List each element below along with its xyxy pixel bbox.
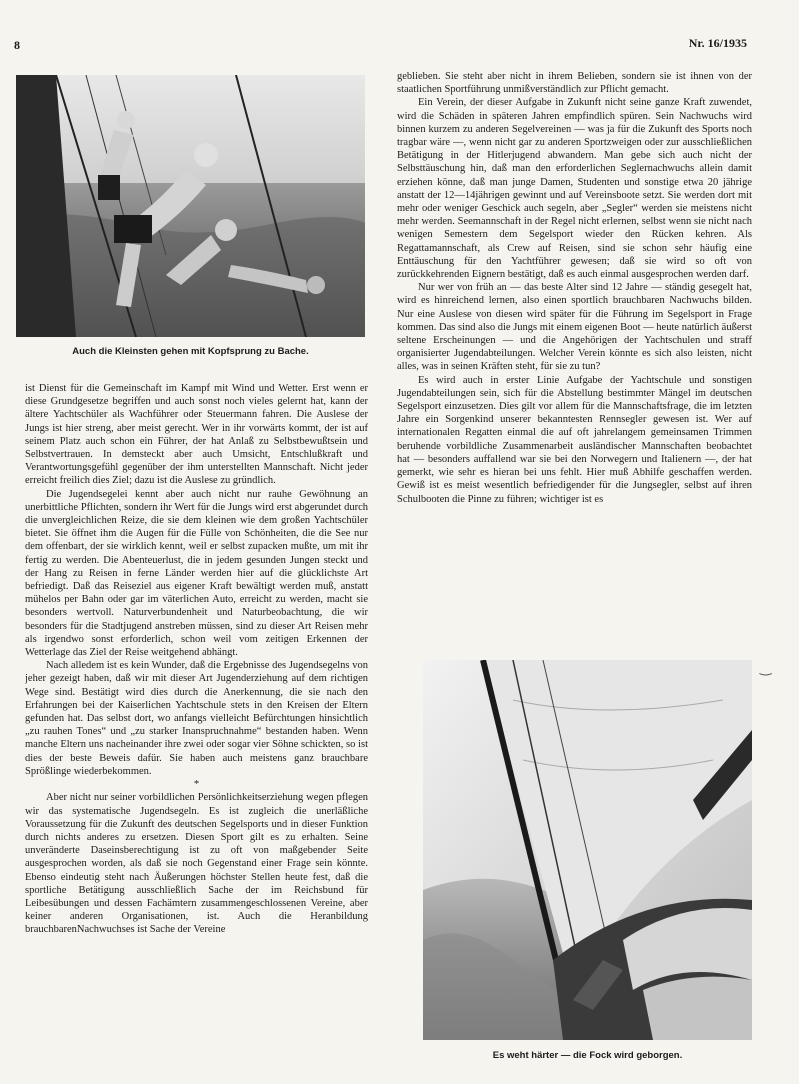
- paragraph: Nach alledem ist es kein Wunder, daß die Ergebnisse des Jugendsegelns von jeher gezeigt haben, daß wir mit dieser Art Jugenderziehung auf dem richtigen Wege sind. Bestätigt wird dies durch die Anerkennung, die sie nach den Erfahrungen bei der Kaiserlichen Yachtschule stets in den Kreisen der Eltern gefunden hat. Das selbst dort, wo anfangs vielleicht Befürchtungen hinsichtlich „zu rauhen Tones“ und „zu starker Inanspruchnahme“ bestanden haben. Wenn manche Eltern uns nacheinander ihre zwei oder sogar vier Söhne schickten, so ist dies der beste Beweis dafür. Sie haben auch meistens ganz brauchbare Sprößlinge wiederbekommen.: [25, 660, 368, 777]
- margin-mark: ‿: [760, 661, 772, 676]
- paragraph: geblieben. Sie steht aber nicht in ihrem Belieben, sondern sie ist ihnen von der staatlichen Sportführung unmißverständlich zur Pflicht gemacht.: [397, 71, 752, 96]
- section-separator: *: [193, 779, 200, 791]
- paragraph: ist Dienst für die Gemeinschaft im Kampf mit Wind und Wetter. Erst wenn er diese Grundgesetze begriffen und auch sonst noch vieles gelernt hat, kann der ältere Yachtschüler als Wachführer oder Steuermann fahren. Die Auslese der Jungs ist hier streng, aber meist gerecht. Wer in ihr vorwärts kommt, der ist auf seinem Platz auch schon ein Führer, der hat Anlaß zu Selbstbewußtsein und Selbstvertrauen. In demsteckt aber auch Umsicht, Entschlußkraft und Verantwortungsgefühl gegenüber der ihm unterstellten Mannschaft. Nicht jeder erreicht freilich dies Ziel; dazu ist die Auslese zu gründlich.: [25, 383, 368, 487]
- left-column: [25, 382, 368, 1082]
- paragraph: Es wird auch in erster Linie Aufgabe der Yachtschule und sonstigen Jugendabteilungen sein, sich für die Abstellung bestimmter Mängel im deutschen Segelsport einzusetzen. Dies gilt vor allem für die Mannschaftsfrage, die im letzten Jahre ein Sorgenkind unserer bekanntesten Rennsegler gewesen ist. Wer auf internationalen Regatten einmal die auf oft jahrelangem gemeinsamen Trimmen beruhende vorbildliche Zusammenarbeit ausländischer Mannschaften beobachtet hat — besonders auffallend war sie bei den Norwegern und Italienern —, der hat gemerkt, wie sehr es hieran bei uns fehlt. Hier muß Abhilfe geschaffen werden. Gewiß ist es meist wesentlich befriedigender für die Jungsegler, selbst auf ihren Schulbooten die Pinne zu führen; wichtiger ist es: [397, 374, 752, 505]
- photo-caption: Auch die Kleinsten gehen mit Kopfsprung zu Bache.: [72, 346, 309, 357]
- issue-number: Nr. 16/1935: [688, 36, 747, 50]
- right-column: [397, 70, 752, 655]
- paragraph: Nur wer von früh an — das beste Alter sind 12 Jahre — ständig gesegelt hat, wird es hinreichend lernen, also einen sportlich brauchbaren Nachwuchs bilden. Nur eine Auslese von diesen wird später für die Führung im Segelsport in Frage kommen. Das sind also die Jungs mit einem eigenen Boot — heute natürlich äußerst seltene Erscheinungen — und die Angehörigen der Yachtschulen und straff organisierter Jugendabteilungen. Welcher Verein könnte es sich also leisten, nicht alles, was in seinen Kräften steht, für sie zu tun?: [397, 282, 752, 373]
- photo-boys-diving: [16, 75, 365, 337]
- photo-boys-diving-image: [16, 75, 365, 337]
- page-number: 8: [14, 38, 20, 52]
- paragraph: Die Jugendsegelei kennt aber auch nicht nur rauhe Gewöhnung an unerbittliche Pflichten, sondern ihr Wert für die Jungs wird erst abgerundet durch die unvergleichlichen Reize, die sie dem kleinen wie dem großen Yachtschüler bietet. Sie öffnet ihm die Augen für die Fülle von Schönheiten, die die See nur dem offenbart, der sie wirklich kennt, weil er selbst zupacken mußte, um mit ihr fertig zu werden. Die Abenteuerlust, die in jedem gesunden Jungen steckt und der Hang zu Reisen in ferne Länder werden hier auf die glücklichste Art befriedigt. Daß das Reiseziel aus eigener Kraft bewältigt werden muß, anstatt mühelos per Bahn oder gar im väterlichen Auto, erreicht zu werden, macht sie besonders wertvoll. Naturverbundenheit und Naturbeobachtung, die wir besonders für die Stadtjugend anstreben müssen, sind zu dieser Art Reisen mehr als irgendwo sonst erforderlich, schon weil vom zeitigen Erkennen der Wetterlage das Ziel der Reise weitgehend abhängt.: [25, 488, 368, 659]
- paragraph: Ein Verein, der dieser Aufgabe in Zukunft nicht seine ganze Kraft zuwendet, wird die Schäden in späteren Jahren empfindlich spüren. Sein Nachwuchs wird binnen kurzem zu anderen Segelvereinen — was ja für die Zukunft des Sports noch tragbar wäre —, wenn nicht gar zu anderen Sportzweigen oder zur ausschließlichen Betätigung in der Hitlerjugend abwandern. Man gebe sich auch nicht der Selbsttäuschung hin, daß man den erforderlichen Seglernachwuchs allein damit erziehen könne, daß man junge Damen, Studenten und sonstige etwa 20 jährige anstatt der 12—14jährigen gewinnt und auf Vereinsboote setzt. Sie werden dort mit mehr oder weniger Geschick auch segeln, aber „Segler“ werden sie meistens nicht mehr werden. Seemannschaft in der Regel nicht erlernen, selbst wenn sie nicht nach wenigen Semestern dem Segelsport wieder den Rücken kehren. Als Regattamannschaft, als Crew auf Reisen, sind sie schon sehr häufig eine Enttäuschung für den Yachtführer gewesen; daß sie wird so oft von zurückkehrenden Eignern bestätigt, daß es auch einmal ausgesprochen werden darf.: [397, 97, 752, 281]
- paragraph: Aber nicht nur seiner vorbildlichen Persönlichkeitserziehung wegen pflegen wir das systematische Jugendsegeln. Es ist zugleich die unerläßliche Voraussetzung für die Zukunft des deutschen Segelsports und in dieser Funktion durch nichts anderes zu ersetzen. Diesen Sport gilt es zu erhalten. Seine unveränderte Daseinsberechtigung ist zu oft von maßgebender Seite ausgesprochen worden, als daß sie noch Gegenstand einer Frage sein könnte. Ebenso eindeutig steht nach Äußerungen höchster Stellen heute fest, daß die sportliche Betätigung ausschließlich Sache der im Reichsbund für Leibesübungen und dessen Fachämtern zusammengeschlossenen Vereine, aber keiner anderen Organisationen, ist. Auch die Heranbildung brauchbarenNachwuchses ist Sache der Vereine: [25, 792, 368, 936]
- photo-sailboat-image: [423, 660, 752, 1040]
- photo-caption: Es weht härter — die Fock wird geborgen.: [492, 1050, 683, 1061]
- photo-sailboat: [423, 660, 752, 1040]
